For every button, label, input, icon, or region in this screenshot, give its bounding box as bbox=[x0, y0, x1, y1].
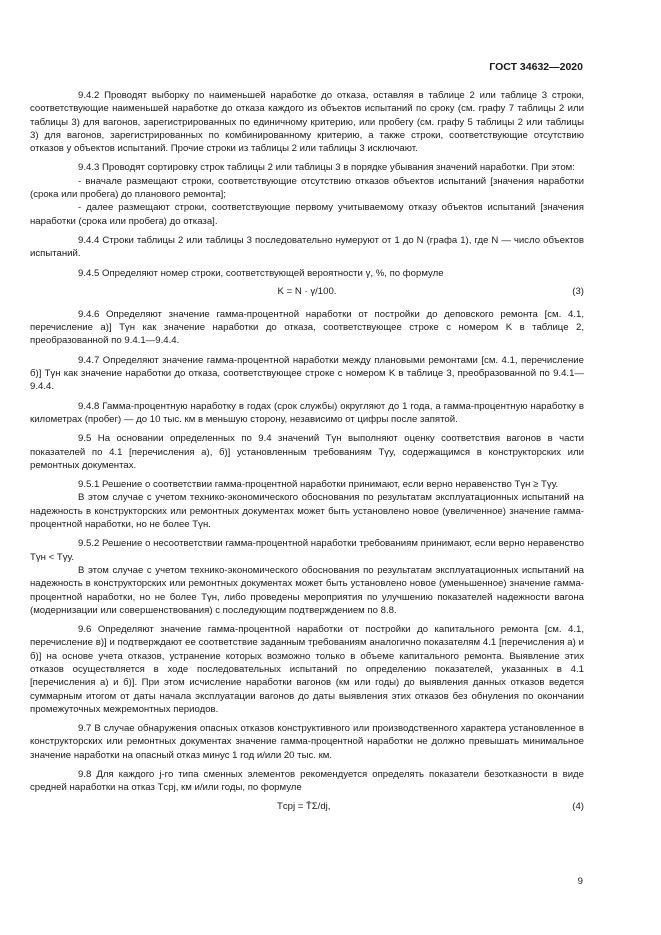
paragraph-9-4-6: 9.4.6 Определяют значение гамма-процентной наработки от постройки до деповского ремонта [см. 4.1, перечисление а)] Tγн как значение наработки до отказа, соответствующее строке с номером K в таблице 2, преобразованной по 9.4.1—9.4.4. bbox=[30, 308, 584, 347]
paragraph-9-4-2: 9.4.2 Проводят выборку по наименьшей наработке до отказа, оставляя в таблице 2 или таблице 3 строки, соответствующие наименьшей наработке до отказа каждого из объектов испытаний по сроку (см. графу 7 таблицы 2 или таблицы 3) для вагонов, зарегистрированных по единичному критерию, или пробегу (см. графу 5 таблицы 2 или таблицы 3) для вагонов, зарегистрированных по комбинированному критерию, а также строки, соответствующие отсутствию отказов у объектов испытаний. Прочие строки из таблицы 2 или таблицы 3 исключают. bbox=[30, 90, 584, 155]
paragraph-9-4-8: 9.4.8 Гамма-процентную наработку в годах (срок службы) округляют до 1 года, а гамма-процентную наработку в километрах (пробег) — до 10 тыс. км в меньшую сторону, независимо от цифры после запятой. bbox=[30, 400, 584, 425]
paragraph-9-4-5: 9.4.5 Определяют номер строки, соответствующей вероятности γ, %, по формуле bbox=[78, 267, 444, 279]
formula-3-expression: K = N · γ/100. bbox=[277, 285, 337, 297]
paragraph-9-5-1-note: В этом случае с учетом технико-экономического обоснования по результатам эксплуатационных испытаний на надежность в конструкторских или ремонтных документах может быть установлено новое (увеличенное) значение гамма-процентной наработки, но не более Tγн. bbox=[30, 492, 584, 531]
list-item-9-4-3-b: - далее размещают строки, соответствующие первому учитываемому отказу объектов испытаний [значения наработки (срока или пробега) до отказа]. bbox=[30, 202, 584, 227]
formula-4-expression: Tсрj = T̄Σ/dj, bbox=[277, 800, 331, 812]
paragraph-9-7: 9.7 В случае обнаружения опасных отказов конструктивного или производственного характера установленное в конструкторских или ремонтных документах значение гамма-процентной наработки не должно превышать минимальное значение наработки на опасный отказ минус 1 год и/или 20 тыс. км. bbox=[30, 723, 584, 761]
formula-4 bbox=[30, 796, 584, 817]
document-body bbox=[30, 89, 584, 818]
paragraph-9-5-2-note: В этом случае с учетом технико-экономического обоснования по результатам эксплуатационных испытаний на надежность в конструкторских или ремонтных документах может быть установлено новое (уменьшенное) значение гамма-процентной наработки, но не более Tγн, либо проведены мероприятия по улучшению показателей надежности вагона (модернизации или совершенствования) с последующим подтверждением по 8.8. bbox=[30, 564, 584, 616]
paragraph-9-4-7: 9.4.7 Определяют значение гамма-процентной наработки между плановыми ремонтами [см. 4.1, перечисление б)] Tγн как значение наработки до отказа, соответствующее строке с номером K в таблице 3, преобразованной по 9.4.1—9.4.4. bbox=[30, 354, 584, 393]
paragraph-9-5: 9.5 На основании определенных по 9.4 значений Tγн выполняют оценку соответствия вагонов в части показателей по 4.1 [перечисления а), б)] установленным требованиям Tγу, содержащимся в конструкторских или ремонтных документах. bbox=[30, 433, 584, 471]
paragraph-9-4-3: 9.4.3 Проводят сортировку строк таблицы 2 или таблицы 3 в порядке убывания значений наработки. При этом: bbox=[78, 162, 575, 174]
formula-3-number: (3) bbox=[572, 285, 584, 297]
formula-3 bbox=[30, 281, 584, 302]
paragraph-9-8: 9.8 Для каждого j-го типа сменных элементов рекомендуется определять показатели безотказности в виде средней наработки на отказ Tсрj, км и/или годы, по формуле bbox=[30, 769, 584, 794]
paragraph-9-6: 9.6 Определяют значение гамма-процентной наработки от постройки до капитального ремонта [см. 4.1, перечисление в)] и подтверждают ее соответствие заданным требованиям аналогично показателям 4.1 [перечисления а) и б)] на основе учета отказов, устранение которых возможно только в объеме капитального ремонта. Выявление этих отказов осуществляется в ходе последовательных испытаний по определению показателей, указанных в 4.1 [перечисления а) и б)]. При этом исчисление наработки вагонов (км или годы) до выявления данных отказов ведется суммарным итогом от даты начала эксплуатации вагонов до даты выявления этих отказов без обнуления по окончании промежуточных межремонтных периодов. bbox=[30, 624, 584, 715]
page-number: 9 bbox=[577, 876, 583, 887]
formula-4-number: (4) bbox=[572, 800, 584, 812]
document-header: ГОСТ 34632—2020 bbox=[489, 61, 583, 73]
paragraph-9-5-1: 9.5.1 Решение о соответствии гамма-процентной наработки принимают, если верно неравенство Tγн ≥ Tγу. bbox=[78, 479, 559, 491]
paragraph-9-4-4: 9.4.4 Строки таблицы 2 или таблицы 3 последовательно нумеруют от 1 до N (графа 1), где N — число объектов испытаний. bbox=[30, 234, 584, 260]
list-item-9-4-3-a: - вначале размещают строки, соответствующие отсутствию отказов объектов испытаний [значения наработки (срока или пробега) до планового ремонта]; bbox=[30, 175, 584, 201]
paragraph-9-5-2: 9.5.2 Решение о несоответствии гамма-процентной наработки требованиям принимают, если верно неравенство Tγн < Tγу. bbox=[30, 538, 584, 563]
